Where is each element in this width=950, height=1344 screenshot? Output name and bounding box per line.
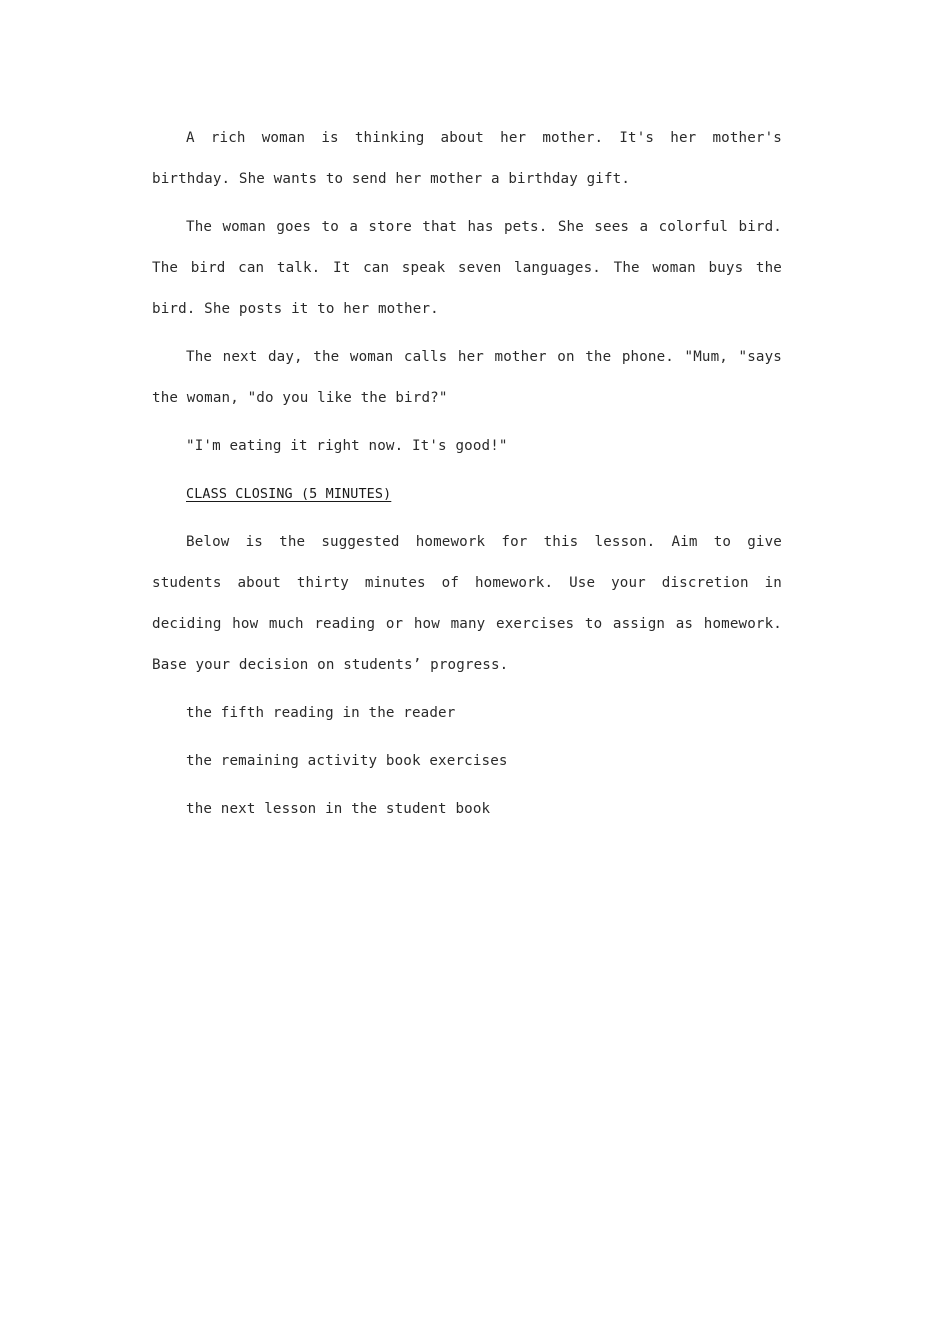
homework-item: the remaining activity book exercises: [186, 753, 508, 769]
story-paragraph-4: "I'm eating it right now. It's good!": [186, 438, 508, 454]
homework-item: the fifth reading in the reader: [186, 705, 456, 721]
story-paragraph-3: The next day, the woman calls her mother on the phone. "Mum, "says the woman, "do you like the bird?": [152, 349, 782, 406]
story-paragraph-2: The woman goes to a store that has pets. She sees a colorful bird. The bird can talk. It can speak seven languages. The woman buys the bird. She posts it to her mother.: [152, 219, 782, 317]
section-heading-class-closing: CLASS CLOSING (5 MINUTES): [186, 487, 392, 502]
homework-intro-paragraph: Below is the suggested homework for this lesson. Aim to give students about thirty minutes of homework. Use your discretion in deciding how much reading or how many exercises to assign as homework. Base your decision on students’ progress.: [152, 534, 782, 673]
story-paragraph-1: A rich woman is thinking about her mother. It's her mother's birthday. She wants to send her mother a birthday gift.: [152, 130, 782, 187]
document-page: [152, 118, 782, 837]
homework-item: the next lesson in the student book: [186, 801, 491, 817]
